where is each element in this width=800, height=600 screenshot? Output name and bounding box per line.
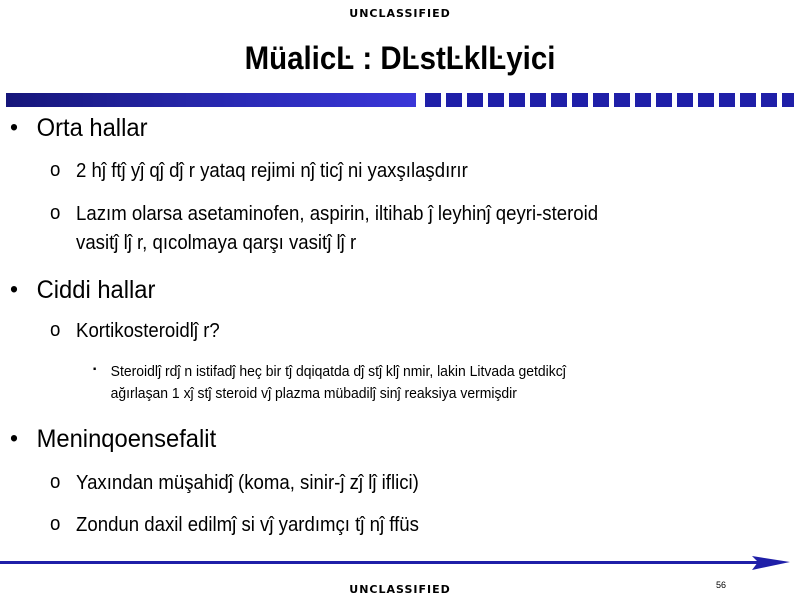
sub-bullet-text: Lazım olarsa asetaminofen, aspirin, iltihab ĵ leyhinĵ qeyri-steroid <box>76 203 599 225</box>
title-divider-bar <box>6 93 794 107</box>
title-bar-block <box>551 93 567 107</box>
title-bar-block <box>635 93 651 107</box>
title-bar-block <box>530 93 546 107</box>
sub-bullet-text: Kortikosteroidlĵ r? <box>76 320 220 342</box>
title-bar-block <box>740 93 756 107</box>
bullet-label: Ciddi hallar <box>36 276 156 304</box>
title-bar-block <box>446 93 462 107</box>
title-bar-block <box>656 93 672 107</box>
classification-footer: UNCLASSIFIED <box>349 583 451 596</box>
sub-bullet-text: vasitĵ lĵ r, qıcolmaya qarşı vasitĵ lĵ r <box>76 232 357 254</box>
title-bar-block <box>425 93 441 107</box>
bullet-dot: • <box>10 276 18 303</box>
slide-title: MüalicĿ : DĿstĿklĿyici <box>244 40 556 76</box>
sub-sub-bullet-text: ağırlaşan 1 xĵ stĵ steroid vĵ plazma mübadilĵ sinĵ reaksiya vermişdir <box>110 385 517 402</box>
footer-arrow-line <box>0 552 800 576</box>
title-bar-gradient <box>6 93 416 107</box>
sub-bullet-marker: o <box>50 471 61 493</box>
title-bar-block <box>719 93 735 107</box>
title-bar-block <box>593 93 609 107</box>
title-bar-block <box>572 93 588 107</box>
sub-bullet-marker: o <box>50 202 61 224</box>
title-bar-block <box>677 93 693 107</box>
title-bar-block <box>614 93 630 107</box>
title-bar-block <box>698 93 714 107</box>
bullet-label: Meninqoensefalit <box>36 425 217 453</box>
sub-sub-bullet-text: Steroidlĵ rdĵ n istifadĵ heç bir tĵ dqiqatda dĵ stĵ klĵ nmir, lakin Litvada getdikcĵ <box>110 363 566 380</box>
sub-bullet-text: Yaxından müşahidĵ (koma, sinir-ĵ zĵ lĵ iflici) <box>76 472 419 494</box>
square-bullet-marker: ▪ <box>93 364 97 375</box>
sub-bullet-marker: o <box>50 319 61 341</box>
title-bar-block <box>509 93 525 107</box>
page-number: 56 <box>716 580 727 590</box>
sub-bullet-marker: o <box>50 513 61 535</box>
title-bar-block <box>488 93 504 107</box>
title-bar-block <box>782 93 794 107</box>
bullet-dot: • <box>10 425 18 452</box>
sub-bullet-text: 2 hĵ ftĵ yĵ qĵ dĵ r yataq rejimi nĵ ticĵ ni yaxşılaşdırır <box>76 160 468 182</box>
title-bar-block <box>761 93 777 107</box>
title-bar-block <box>467 93 483 107</box>
sub-bullet-marker: o <box>50 159 61 181</box>
bullet-label: Orta hallar <box>36 114 148 142</box>
classification-header: UNCLASSIFIED <box>349 7 451 20</box>
bullet-dot: • <box>10 114 18 141</box>
sub-bullet-text: Zondun daxil edilmĵ si vĵ yardımçı tĵ nĵ ffüs <box>76 514 419 536</box>
